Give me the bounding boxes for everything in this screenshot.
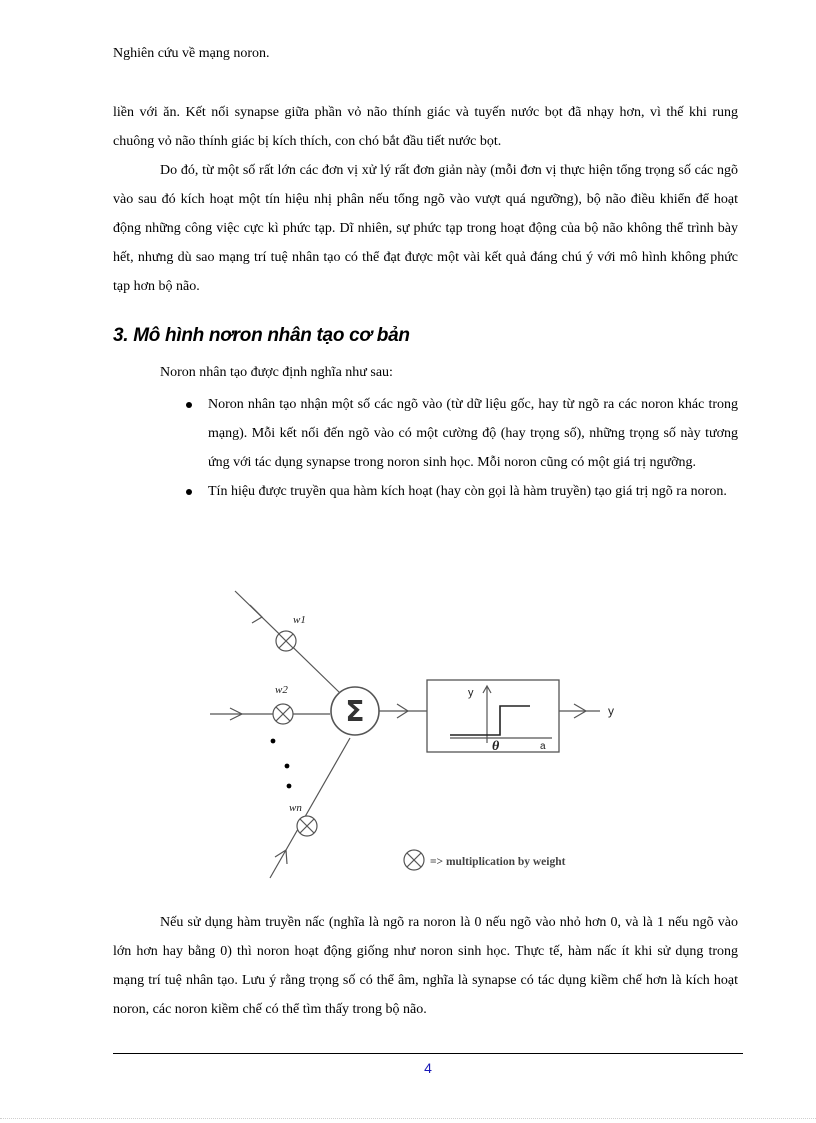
ellipsis-dot [271, 739, 276, 744]
multiplier-wn-icon [297, 816, 317, 836]
footer-divider [113, 1053, 743, 1054]
page-header: Nghiên cứu về mạng noron. [113, 46, 270, 61]
paragraph-3: Nếu sử dụng hàm truyền nấc (nghĩa là ngõ ra noron là 0 nếu ngõ vào nhỏ hơn 0, và là 1 nếu ngõ vào lớn hơn hay bằng 0) thì noron hoạt động giống như noron sinh học. Thực tế, hàm nấc ít khi sử dụng trong mạng trí tuệ nhân tạo. Lưu ý rằng trọng số có thể âm, nghĩa là synapse có tác dụng kiềm chế hơn là kích hoạt noron, các noron kiềm chế có thể tìm thấy trong bộ não. [113, 915, 738, 1017]
neuron-diagram [200, 583, 620, 883]
ellipsis-dot [285, 764, 290, 769]
output-label: y [608, 704, 614, 718]
bullet-item-1 [113, 390, 738, 477]
paragraph-1: liền với ăn. Kết nối synapse giữa phần vỏ não thính giác và tuyến nước bọt đã nhạy hơn, vì thế khi rung chuông vỏ não thính giác bị kích thích, con chó bắt đầu tiết nước bọt. [113, 105, 738, 149]
bullet-text-2: Tín hiệu được truyền qua hàm kích hoạt (hay còn gọi là hàm truyền) tạo giá trị ngõ ra noron. [208, 484, 727, 499]
section-intro: Noron nhân tạo được định nghĩa như sau: [160, 365, 393, 380]
weight-label-wn: wn [289, 802, 302, 814]
legend-multiply-icon [404, 850, 424, 870]
bullet-list [113, 390, 738, 506]
section-heading: 3. Mô hình nơron nhân tạo cơ bản [113, 325, 410, 346]
paragraph-2: Do đó, từ một số rất lớn các đơn vị xử lý rất đơn giản này (mỗi đơn vị thực hiện tổng trọng số các ngõ vào sau đó kích hoạt một tín hiệu nhị phân nếu tổng ngõ vào vượt quá ngưỡng), bộ não điều khiển để hoạt động những công việc cực kì phức tạp. Dĩ nhiên, sự phức tạp trong hoạt động của bộ não không thể trình bày hết, nhưng dù sao mạng trí tuệ nhân tạo có thể đạt được một vài kết quả đáng chú ý với mô hình không phức tạp hơn bộ não. [113, 163, 738, 294]
legend-text: => multiplication by weight [430, 856, 566, 868]
bullet-icon [186, 489, 192, 495]
theta-label: θ [492, 739, 500, 754]
a-axis-label: a [540, 741, 546, 752]
page-number: 4 [424, 1060, 432, 1076]
page-edge [0, 1118, 816, 1119]
weight-label-w1: w1 [293, 614, 306, 626]
ellipsis-dot [287, 784, 292, 789]
bullet-icon [186, 402, 192, 408]
multiplier-w2-icon [273, 704, 293, 724]
sigma-symbol: Σ [345, 695, 365, 728]
weight-label-w2: w2 [275, 684, 288, 696]
input-line-n [270, 738, 350, 878]
bullet-item-2 [113, 477, 738, 506]
multiplier-w1-icon [276, 631, 296, 651]
y-axis-label: y [468, 687, 474, 699]
bullet-text-1: Noron nhân tạo nhận một số các ngõ vào (từ dữ liệu gốc, hay từ ngõ ra các noron khác trong mạng). Mỗi kết nối đến ngõ vào có một cường độ (hay trọng số), những trọng số này tương ứng với tác dụng synapse trong noron sinh học. Mỗi noron cũng có một giá trị ngưỡng. [208, 397, 738, 470]
